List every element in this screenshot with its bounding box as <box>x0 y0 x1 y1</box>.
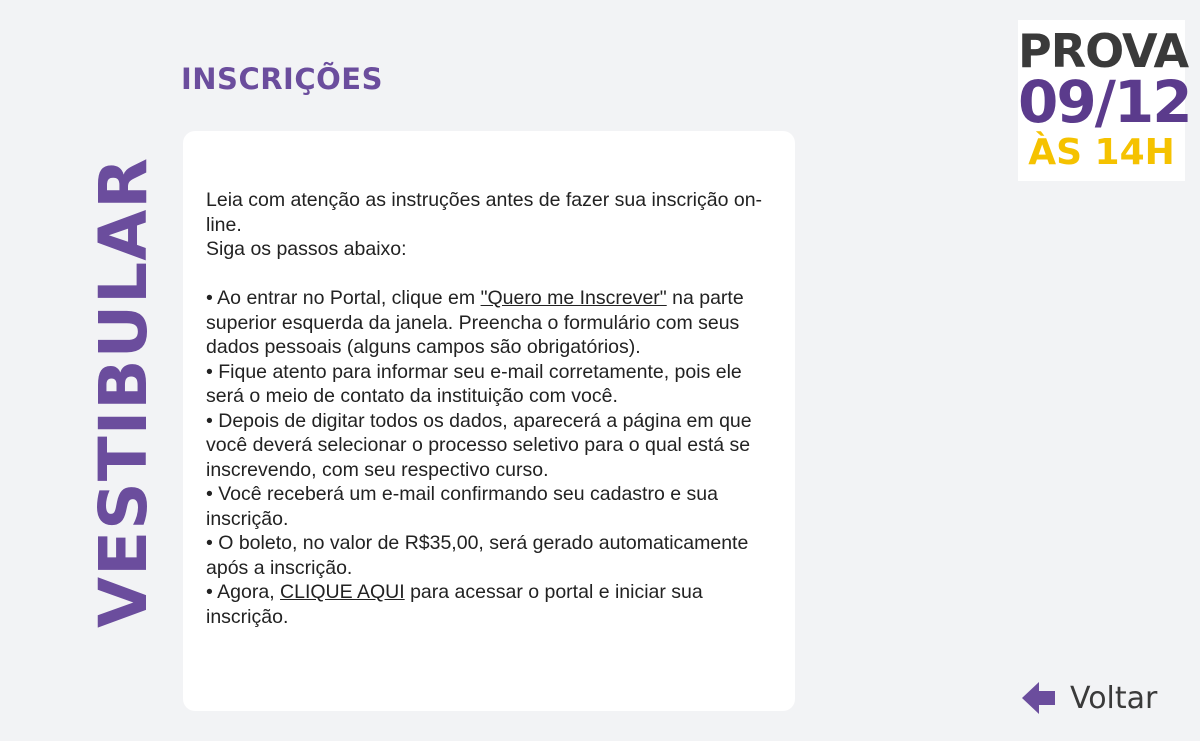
step-1 <box>206 286 781 360</box>
instructions-text <box>206 188 781 629</box>
step-6-post: para acessar o portal e iniciar sua inscrição. <box>206 581 703 628</box>
spacer <box>206 262 781 287</box>
vestibular-side-title: VESTIBULAR <box>85 156 162 628</box>
step-5: • O boleto, no valor de R$35,00, será gerado automaticamente após a inscrição. <box>206 532 749 579</box>
instructions-card <box>183 131 795 711</box>
step-6 <box>206 580 781 629</box>
badge-line-prova: PROVA <box>1018 24 1189 78</box>
badge-line-date: 09/12 <box>1018 68 1191 136</box>
clique-aqui-link[interactable]: CLIQUE AQUI <box>280 581 405 603</box>
step-4: • Você receberá um e-mail confirmando seu cadastro e sua inscrição. <box>206 483 718 530</box>
step-1-post: na parte superior esquerda da janela. Preencha o formulário com seus dados pessoais (alguns campos são obrigatórios). <box>206 287 744 358</box>
step-1-pre: • Ao entrar no Portal, clique em <box>206 287 481 309</box>
arrow-left-icon <box>1022 681 1056 715</box>
back-button-label: Voltar <box>1070 680 1158 716</box>
badge-line-time: ÀS 14H <box>1028 132 1175 173</box>
intro-text: Leia com atenção as instruções antes de fazer sua inscrição on-line. <box>206 189 763 236</box>
step-2: • Fique atento para informar seu e-mail corretamente, pois ele será o meio de contato da instituição com você. <box>206 360 742 407</box>
exam-date-badge <box>1018 20 1191 181</box>
back-button[interactable] <box>1022 678 1157 718</box>
step-6-pre: • Agora, <box>206 581 281 603</box>
step-3: • Depois de digitar todos os dados, aparecerá a página em que você deverá selecionar o processo seletivo para o qual está se inscrevendo, com seu respectivo curso. <box>206 409 752 481</box>
quero-me-inscrever-link[interactable]: "Quero me Inscrever" <box>480 287 667 309</box>
intro-steps-text: Siga os passos abaixo: <box>206 238 407 260</box>
page-title: INSCRIÇÕES <box>181 62 383 96</box>
